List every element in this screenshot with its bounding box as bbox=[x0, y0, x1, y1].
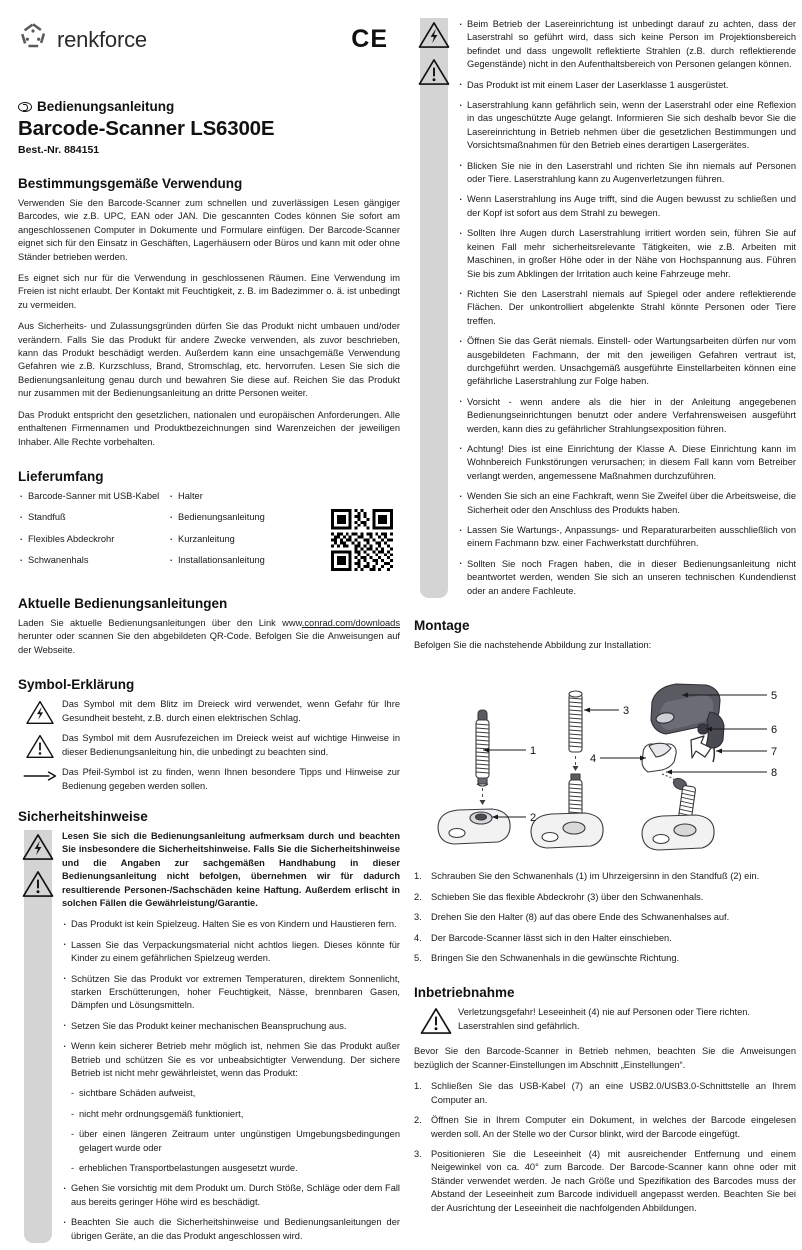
startup-intro: Bevor Sie den Barcode-Scanner in Betrieb nehmen, beachten Sie die Anweisungen bezüglich der Scanner-Einstellungen im Abschnitt „Einstellungen“. bbox=[414, 1046, 796, 1070]
list-item: · Vorsicht - wenn andere als die hier in der Anleitung angegebenen Bedienungseinrichtungen benutzt oder andere Verfahrensweisen ausgeführt werden, kann dies zu gefährlicher Strahlungsexposition führen. bbox=[458, 396, 796, 436]
exclamation-triangle-icon bbox=[18, 732, 62, 759]
list-item: - sichtbare Schäden aufweist, bbox=[71, 1087, 400, 1100]
list-item: · Barcode-Sanner mit USB-Kabel bbox=[18, 490, 168, 503]
qr-code-icon bbox=[331, 509, 393, 571]
symbol-row-exclamation bbox=[18, 732, 400, 759]
brand-name: renkforce bbox=[57, 26, 147, 52]
symbol-text: Das Symbol mit dem Blitz im Dreieck wird verwendet, wenn Gefahr für Ihre Gesundheit besteht, z.B. durch einen elektrischen Schlag. bbox=[62, 699, 400, 723]
section-heading-scope-of-delivery: Lieferumfang bbox=[18, 468, 104, 484]
startup-warning-text: Verletzungsgefahr! Leseeinheit (4) nie auf Personen oder Tiere richten. Laserstrahlen sind gefährlich. bbox=[458, 1007, 750, 1031]
list-item: · Blicken Sie nie in den Laserstrahl und richten Sie ihn niemals auf Personen oder Tiere. Laserstrahlung kann zu Augenverletzungen führen. bbox=[458, 160, 796, 187]
figure-callout-8: 8 bbox=[771, 767, 778, 780]
section-heading-symbols: Symbol-Erklärung bbox=[18, 677, 135, 693]
list-item: · Beachten Sie auch die Sicherheitshinweise und Bedienungsanleitungen der übrigen Geräte, an die das Produkt angeschlossen wird. bbox=[62, 1216, 400, 1243]
renkforce-logo-icon bbox=[18, 22, 48, 57]
paragraph: Verwenden Sie den Barcode-Scanner zum schnellen und zuverlässigen Lesen gängiger Barcodes, wie z.B. UPC, EAN oder JAN. Die gescannten Codes können Sie sofort am angeschlossenen Computer in Dokumente und Formulare einfügen. Der Barcode-Scanner eignet sich für den Einsatz in Geschäften, Lagerhäusern oder Büros und kann mit oder ohne Ständer betrieben werden. bbox=[18, 198, 400, 262]
list-item: · Standfuß bbox=[18, 511, 168, 524]
list-item: Schließen Sie das USB-Kabel (7) an eine USB2.0/USB3.0-Schnittstelle an Ihrem Computer an. bbox=[431, 1081, 796, 1105]
list-item: · Öffnen Sie das Gerät niemals. Einstell- oder Wartungsarbeiten dürfen nur vom ausgebildeten Fachmann, der mit den jeweiligen Gefahren vertraut ist, durchgeführt werden. Unsachgemäß ausgeführte Einstellarbeiten können eine gefährliche Laserstrahlung zur Folge haben. bbox=[458, 335, 796, 389]
figure-group-1 bbox=[438, 710, 526, 844]
paragraph: Aus Sicherheits- und Zulassungsgründen dürfen Sie das Produkt nicht umbauen und/oder verändern. Falls Sie das Produkt für andere Zwecke verwenden, als zuvor beschrieben, kann das Produkt beschädigt werden. Außerdem kann eine unsachgemäße Verwendung Gefahren wie z.B. Kurzschluss, Brand, Stromschlag, etc. hervorrufen. Lesen Sie sich die Bedienungsanleitung genau durch und bewahren Sie diese auf. Reichen Sie das Produkt nur zusammen mit der Bedienungsanleitung an dritte Personen weiter. bbox=[18, 321, 400, 399]
list-item: · Bedienungsanleitung bbox=[168, 511, 318, 524]
list-item: Schieben Sie das flexible Abdeckrohr (3) über den Schwanenhals. bbox=[431, 891, 704, 902]
list-item: · Setzen Sie das Produkt keiner mechanischen Beanspruchung aus. bbox=[62, 1020, 400, 1033]
list-item: · Wenn kein sicherer Betrieb mehr möglich ist, nehmen Sie das Produkt außer Betrieb und schützen Sie es vor unbeabsichtigter Verwendung. Der sichere Betrieb ist nicht mehr gewährleistet, wenn das Produkt: bbox=[62, 1040, 400, 1080]
list-item: · Das Produkt ist kein Spielzeug. Halten Sie es von Kindern und Haustieren fern. bbox=[62, 918, 400, 931]
language-de-icon bbox=[18, 102, 32, 112]
figure-group-2 bbox=[531, 691, 619, 848]
section-heading-current-manuals: Aktuelle Bedienungsanleitungen bbox=[18, 595, 228, 611]
list-item: - über einen längeren Zeitraum unter ungünstigen Umgebungsbedingungen gelagert wurde oder bbox=[71, 1128, 400, 1155]
figure-callout-6: 6 bbox=[771, 724, 778, 737]
figure-callout-1: 1 bbox=[530, 745, 537, 758]
figure-callout-2: 2 bbox=[530, 812, 537, 825]
figure-callout-5: 5 bbox=[771, 690, 778, 703]
startup-warning bbox=[414, 1006, 796, 1035]
safety-bullet-list bbox=[62, 918, 400, 1080]
list-item: · Sollten Sie noch Fragen haben, die in dieser Bedienungsanleitung nicht beantwortet werden, wenden Sie sich an unseren technischen Kundendienst oder an andere Fachleute. bbox=[458, 558, 796, 598]
brand-header bbox=[18, 0, 400, 57]
safety-lead-text: Lesen Sie sich die Bedienungsanleitung aufmerksam durch und beachten Sie insbesondere die Sicherheitshinweise. Falls Sie die Sicherheitshinweise und die Angaben zur sachgemäßen Handhabung in dieser Bedienungsanleitung nicht befolgen, übernehmen wir für dadurch resultierende Personen-/Sachschäden keine Haftung. Außerdem erlischt in solchen Fällen die Gewährleistung/Garantie. bbox=[62, 830, 400, 908]
laser-safety-bullet-list bbox=[458, 18, 796, 598]
assembly-intro: Befolgen Sie die nachstehende Abbildung zur Installation: bbox=[414, 640, 652, 651]
safety-bullet-list-tail bbox=[62, 1182, 400, 1243]
assembly-figure bbox=[414, 662, 796, 862]
manual-text-before-link: Laden Sie aktuelle Bedienungsanleitungen über den Link www bbox=[18, 617, 302, 628]
safety-content bbox=[414, 18, 796, 598]
figure-callout-3: 3 bbox=[623, 705, 630, 718]
section-heading-assembly: Montage bbox=[414, 618, 470, 634]
brand-lockup bbox=[18, 22, 147, 57]
safety-sub-bullet-list bbox=[62, 1087, 400, 1175]
list-item: · Installationsanleitung bbox=[168, 554, 318, 567]
figure-callout-7: 7 bbox=[771, 746, 778, 759]
page-title: Barcode-Scanner LS6300E bbox=[18, 117, 275, 140]
symbol-row-lightning bbox=[18, 698, 400, 725]
assembly-steps bbox=[414, 870, 796, 965]
list-item: Der Barcode-Scanner lässt sich in den Halter einschieben. bbox=[431, 932, 672, 943]
lightning-triangle-icon bbox=[18, 698, 62, 725]
list-item: · Laserstrahlung kann gefährlich sein, wenn der Laserstrahl oder eine Reflexion in das ungeschützte Auge gelangt. Informieren Sie sich deshalb bevor Sie die Lasereinrichtung in Betrieb nehmen über die gesetzlichen Bestimmungen und Vorsichtsmaßnahmen für den Betrieb eines derartigen Lasergerätes. bbox=[458, 99, 796, 153]
list-item: · Wenn Laserstrahlung ins Auge trifft, sind die Augen bewusst zu schließen und der Kopf ist sofort aus dem Strahl zu bewegen. bbox=[458, 193, 796, 220]
section-heading-safety: Sicherheitshinweise bbox=[18, 808, 148, 824]
list-item: · Kurzanleitung bbox=[168, 533, 318, 546]
left-column bbox=[18, 0, 400, 1250]
document-kind: Bedienungsanleitung bbox=[37, 99, 175, 114]
ce-mark-icon: CE bbox=[351, 25, 388, 53]
list-item: · Wenden Sie sich an eine Fachkraft, wenn Sie Zweifel über die Arbeitsweise, die Sicherheit oder den Anschluss des Produkts haben. bbox=[458, 490, 796, 517]
list-item: · Lassen Sie das Verpackungsmaterial nicht achtlos liegen. Dieses könnte für Kinder zu einem gefährlichen Spielzeug werden. bbox=[62, 939, 400, 966]
list-item: Positionieren Sie die Leseeinheit (4) mit ausreichender Entfernung und einem Neigewinkel von ca. 40° zum Barcode. Der Barcode-Scanner kann ohne oder mit Ständer verwendet werden. Je nach Größe und Spezifikation des Barcodes muss der Abstand der Leseeinheit zum Barcode individuell angepasst werden. Beachten Sie bei der Ausrichtung der Leseeinheit die nachfolgenden Abbildungen. bbox=[431, 1148, 796, 1213]
paragraph-current-manuals bbox=[18, 617, 400, 657]
list-item: Drehen Sie den Halter (8) auf das obere Ende des Schwanenhalses auf. bbox=[431, 912, 730, 923]
list-item: · Halter bbox=[168, 490, 318, 503]
section-heading-startup: Inbetriebnahme bbox=[414, 985, 515, 1001]
paragraph: Es eignet sich nur für die Verwendung in geschlossenen Räumen. Eine Verwendung im Freien ist nicht erlaubt. Der Kontakt mit Feuchtigkeit, z. B. im Badezimmer o. ä. ist unbedingt zu vermeiden. bbox=[18, 273, 400, 310]
document-kind-line bbox=[18, 99, 400, 114]
section-heading-intended-use: Bestimmungsgemäße Verwendung bbox=[18, 176, 243, 191]
scope-of-delivery-block bbox=[18, 490, 400, 576]
arrow-right-icon bbox=[18, 766, 62, 782]
list-item: · Das Produkt ist mit einem Laser der Laserklasse 1 ausgerüstet. bbox=[458, 79, 796, 92]
scope-list-column-1 bbox=[18, 490, 168, 576]
downloads-link[interactable]: .conrad.com/downloads bbox=[301, 617, 400, 628]
list-item: Schrauben Sie den Schwanenhals (1) im Uhrzeigersinn in den Standfuß (2) ein. bbox=[431, 871, 760, 882]
figure-callout-4: 4 bbox=[590, 753, 597, 766]
list-item: · Achtung! Dies ist eine Einrichtung der Klasse A. Diese Einrichtung kann im Wohnbereich Funkstörungen verursachen; in diesem Fall kann vom Betreiber verlangt werden, angemessene Maßnahmen durchzuführen. bbox=[458, 443, 796, 483]
list-item: · Schützen Sie das Produkt vor extremen Temperaturen, direktem Sonnenlicht, starken Erschütterungen, hoher Feuchtigkeit, Nässe, brennbaren Gasen, Dämpfen und Lösungsmitteln. bbox=[62, 973, 400, 1013]
list-item: · Flexibles Abdeckrohr bbox=[18, 533, 168, 546]
symbol-row-arrow bbox=[18, 766, 400, 793]
scope-list-column-2 bbox=[168, 490, 318, 576]
list-item: · Lassen Sie Wartungs-, Anpassungs- und Reparaturarbeiten ausschließlich von einem Fachmann bzw. einer Fachwerkstatt durchführen. bbox=[458, 524, 796, 551]
list-item: · Gehen Sie vorsichtig mit dem Produkt um. Durch Stöße, Schläge oder dem Fall aus bereits geringer Höhe wird es beschädigt. bbox=[62, 1182, 400, 1209]
safety-content bbox=[18, 830, 400, 1243]
exclamation-triangle-icon bbox=[414, 1006, 458, 1035]
list-item: · Richten Sie den Laserstrahl niemals auf Spiegel oder andere reflektierende Flächen. Der unkontrolliert abgelenkte Strahl könnte Personen oder Tiere treffen. bbox=[458, 288, 796, 328]
list-item: · Beim Betrieb der Lasereinrichtung ist unbedingt darauf zu achten, dass der Laserstrahl so geführt wird, dass sich keine Person im Projektionsbereich befindet und dass ungewollt reflektierte Strahlen (z.B. durch reflektierende Gegenstände) nicht in den Aufenthaltsbereich von Personen gelangen können. bbox=[458, 18, 796, 72]
order-number: Best.-Nr. 884151 bbox=[18, 144, 100, 156]
paragraph: Das Produkt entspricht den gesetzlichen, nationalen und europäischen Anforderungen. Alle enthaltenen Firmennamen und Produktbezeichnungen sind Warenzeichen der jeweiligen Inhaber. Alle Rechte vorbehalten. bbox=[18, 409, 400, 447]
safety-panel bbox=[18, 830, 400, 1243]
list-item: Öffnen Sie in Ihrem Computer ein Dokument, in welches der Barcode eingelesen werden soll. An der Stelle wo der Cursor blinkt, wird der Barcode eingefügt. bbox=[431, 1115, 796, 1139]
right-column bbox=[414, 0, 796, 1222]
list-item: - nicht mehr ordnungsgemäß funktioniert, bbox=[71, 1108, 400, 1121]
startup-steps bbox=[414, 1080, 796, 1215]
list-item: · Sollten Ihre Augen durch Laserstrahlung irritiert worden sein, führen Sie auf keinen Fall mehr sicherheitsrelevante Tätigkeiten, wie z.B. Arbeiten mit Maschinen, in großer Höhe oder in der Nähe von Hochspannung aus. Führen Sie bis zum Abklingen der Irritation auch keine Fahrzeuge mehr. bbox=[458, 227, 796, 281]
list-item: - erheblichen Transportbelastungen ausgesetzt wurde. bbox=[71, 1162, 400, 1175]
symbol-text: Das Symbol mit dem Ausrufezeichen im Dreieck weist auf wichtige Hinweise in dieser Bedienungsanleitung hin, die unbedingt zu beachten sind. bbox=[62, 733, 400, 757]
safety-panel-continued bbox=[414, 18, 796, 598]
list-item: · Schwanenhals bbox=[18, 554, 168, 567]
manual-text-after-link: herunter oder scannen Sie den abgebildeten QR-Code. Befolgen Sie die Anweisungen auf der Webseite. bbox=[18, 631, 400, 655]
symbol-text: Das Pfeil-Symbol ist zu finden, wenn Ihnen besondere Tipps und Hinweise zur Bedienung gegeben werden sollen. bbox=[62, 767, 400, 791]
list-item: Bringen Sie den Schwanenhals in die gewünschte Richtung. bbox=[431, 953, 680, 964]
